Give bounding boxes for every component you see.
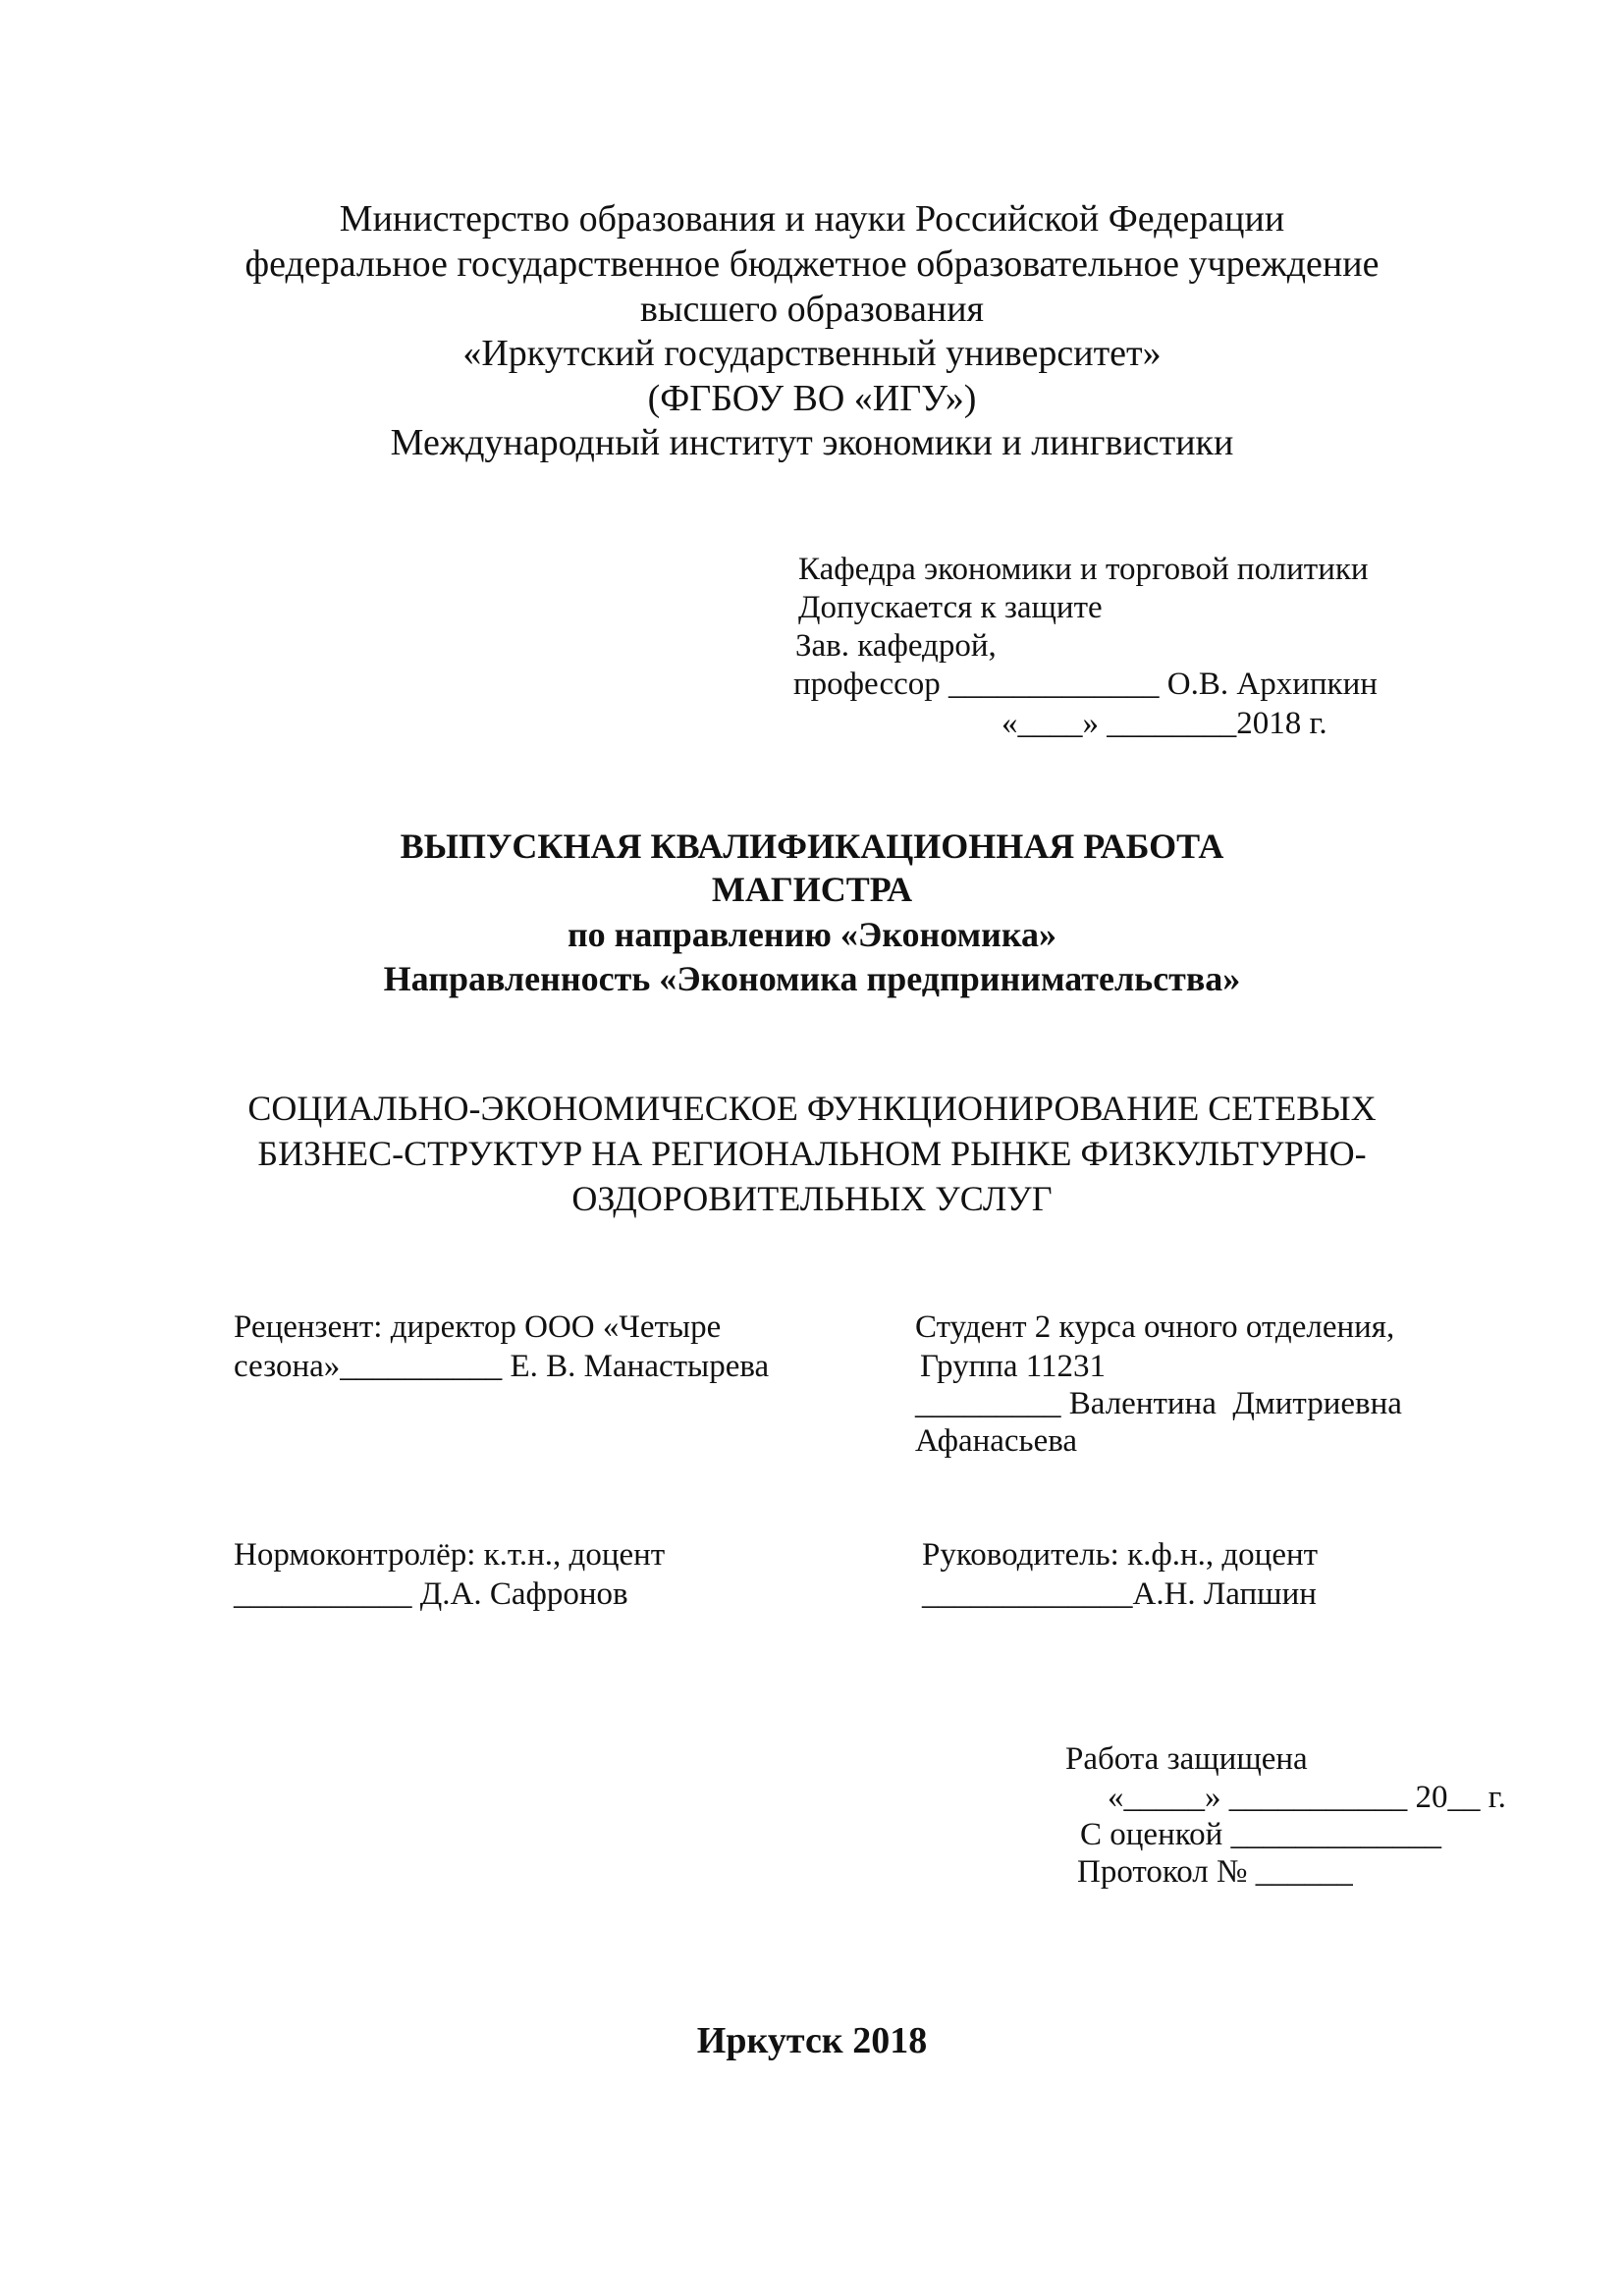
normcontroller-line-2: ___________ Д.А. Сафронов	[234, 1576, 628, 1612]
student-surname: Афанасьева	[915, 1423, 1078, 1459]
defense-protocol: Протокол № ______	[1077, 1854, 1353, 1890]
city-year: Иркутск 2018	[696, 2020, 928, 2061]
topic-line-1: СОЦИАЛЬНО-ЭКОНОМИЧЕСКОЕ ФУНКЦИОНИРОВАНИЕ СЕТЕВЫХ	[247, 1089, 1377, 1128]
professor-signature-line: профессор _____________ О.В. Архипкин	[793, 667, 1378, 702]
approval-date-line: «____» ________2018 г.	[1001, 706, 1327, 741]
institution-type-line: федеральное государственное бюджетное образовательное учреждение	[244, 243, 1380, 285]
topic-line-3: ОЗДОРОВИТЕЛЬНЫХ УСЛУГ	[571, 1179, 1053, 1218]
admitted-line: Допускается к защите	[798, 590, 1103, 625]
institute-line: Международный институт экономики и лингвистики	[390, 422, 1234, 463]
normcontroller-line-1: Нормоконтролёр: к.т.н., доцент	[234, 1537, 666, 1573]
university-name-line: «Иркутский государственный университет»	[462, 333, 1162, 374]
reviewer-line-1: Рецензент: директор ООО «Четыре	[234, 1309, 722, 1345]
work-specialization: Направленность «Экономика предпринимательства»	[383, 959, 1241, 998]
defense-status: Работа защищена	[1065, 1741, 1308, 1777]
department-line: Кафедра экономики и торговой политики	[798, 552, 1369, 587]
supervisor-line-2: _____________А.Н. Лапшин	[922, 1576, 1317, 1612]
work-direction: по направлению «Экономика»	[567, 915, 1057, 954]
topic-line-2: БИЗНЕС-СТРУКТУР НА РЕГИОНАЛЬНОМ РЫНКЕ ФИЗКУЛЬТУРНО-	[257, 1134, 1367, 1173]
student-group: Группа 11231	[920, 1349, 1107, 1384]
defense-date: «_____» ___________ 20__ г.	[1108, 1780, 1506, 1815]
reviewer-line-2: сезона»__________ Е. В. Манастырева	[234, 1349, 770, 1384]
ministry-line: Министерство образования и науки Российской Федерации	[339, 198, 1285, 240]
university-abbr-line: (ФГБОУ ВО «ИГУ»)	[647, 378, 977, 419]
education-level-line: высшего образования	[639, 289, 985, 330]
defense-grade: С оценкой _____________	[1080, 1817, 1441, 1852]
supervisor-line-1: Руководитель: к.ф.н., доцент	[922, 1537, 1319, 1573]
work-type-degree: МАГИСТРА	[711, 870, 913, 909]
student-line-1: Студент 2 курса очного отделения,	[915, 1309, 1395, 1345]
work-type-title: ВЫПУСКНАЯ КВАЛИФИКАЦИОННАЯ РАБОТА	[400, 827, 1224, 866]
head-title-line: Зав. кафедрой,	[795, 628, 997, 664]
student-signature-name: _________ Валентина Дмитриевна	[915, 1386, 1402, 1421]
